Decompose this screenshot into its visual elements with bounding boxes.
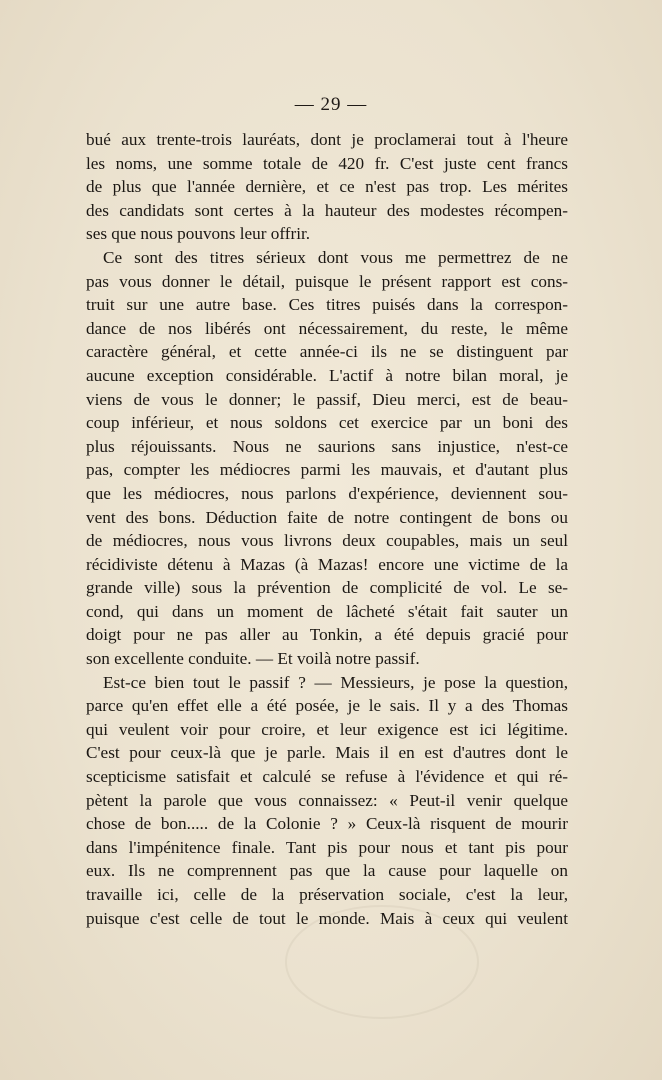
text-line: eux. Ils ne comprennent pas que la cause pour laquelle on (86, 861, 568, 881)
text-line: de plus que l'année dernière, et ce n'est pas trop. Les mérites (86, 177, 568, 197)
text-line: dance de nos libérés ont nécessairement, du reste, le même (86, 318, 568, 338)
text-line: C'est pour ceux-là que je parle. Mais il en est d'autres dont le (86, 743, 568, 763)
text-line: truit sur une autre base. Ces titres puisés dans la correspon- (86, 295, 568, 315)
text-line: pas vous donner le détail, puisque le présent rapport est cons- (86, 271, 568, 291)
text-line: que les médiocres, nous parlons d'expérience, deviennent sou- (86, 483, 568, 503)
text-line: Est-ce bien tout le passif ? — Messieurs, je pose la question, (103, 672, 568, 692)
text-line: bué aux trente-trois lauréats, dont je proclamerai tout à l'heure (86, 130, 568, 149)
text-line: chose de bon..... de la Colonie ? » Ceux-là risquent de mourir (86, 814, 568, 834)
text-line: ses que nous pouvons leur offrir. (86, 224, 311, 244)
paragraph-1 (86, 128, 568, 246)
text-line: Ce sont des titres sérieux dont vous me permettrez de ne (103, 247, 568, 267)
text-line: de médiocres, nous vous livrons deux coupables, mais un seul (86, 531, 568, 551)
text-line: plus réjouissants. Nous ne saurions sans injustice, n'est-ce (86, 436, 568, 456)
paragraph-2 (86, 246, 568, 671)
text-line: grande ville) sous la prévention de complicité de vol. Le se- (86, 578, 568, 598)
text-line: qui veulent voir pour croire, et leur exigence est ici légitime. (86, 719, 568, 739)
text-line: aucune exception considérable. L'actif à notre bilan moral, je (86, 365, 568, 385)
text-line: puisque c'est celle de tout le monde. Mais à ceux qui veulent (86, 908, 568, 928)
body-text (86, 128, 568, 930)
text-line: viens de vous le donner; le passif, Dieu merci, est de beau- (86, 389, 568, 409)
text-line: récidiviste détenu à Mazas (à Mazas! encore une victime de la (86, 554, 568, 574)
text-line: vent des bons. Déduction faite de notre contingent de bons ou (86, 507, 568, 527)
text-line: des candidats sont certes à la hauteur des modestes récompen- (86, 200, 568, 220)
text-line: dans l'impénitence finale. Tant pis pour nous et tant pis pour (86, 837, 568, 857)
text-line: pas, compter les médiocres parmi les mauvais, et d'autant plus (86, 460, 568, 480)
text-line: cond, qui dans un moment de lâcheté s'était fait sauter un (86, 601, 568, 621)
text-line: son excellente conduite. — Et voilà notre passif. (86, 649, 420, 669)
text-line: coup inférieur, et nous soldons cet exercice par un boni des (86, 413, 568, 433)
text-line: pètent la parole que vous connaissez: « Peut-il venir quelque (86, 790, 568, 810)
text-line: travaille ici, celle de la préservation sociale, c'est la leur, (86, 885, 568, 904)
text-line: parce qu'en effet elle a été posée, je le sais. Il y a des Thomas (86, 696, 568, 716)
paragraph-3 (86, 671, 568, 931)
text-line: les noms, une somme totale de 420 fr. C'est juste cent francs (86, 153, 568, 173)
page-number: — 29 — (294, 94, 368, 115)
text-line: caractère général, et cette année-ci ils ne se distinguent par (86, 342, 568, 362)
text-line: doigt pour ne pas aller au Tonkin, a été depuis gracié pour (86, 625, 568, 645)
text-line: scepticisme satisfait et calculé se refuse à l'évidence et qui ré- (86, 767, 568, 787)
